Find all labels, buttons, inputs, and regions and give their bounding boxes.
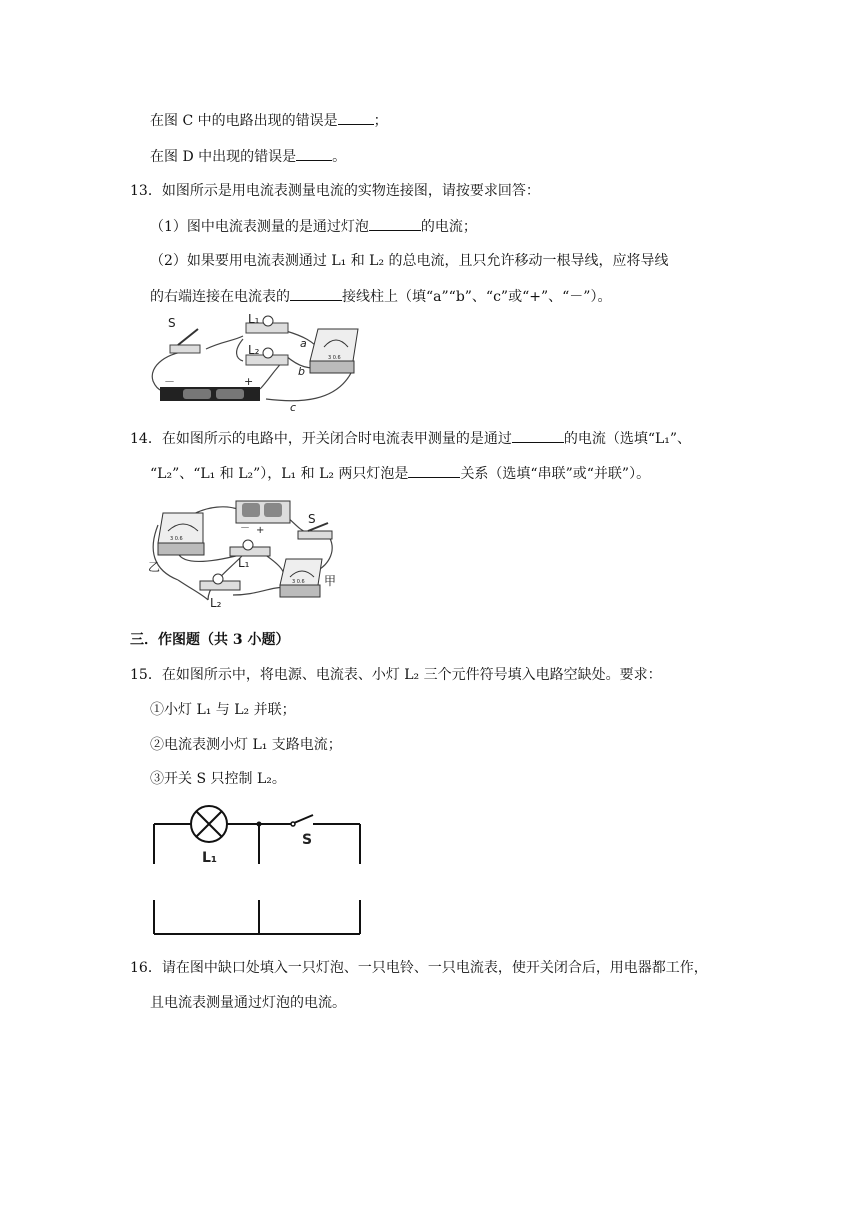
fig14-circuit [148, 495, 348, 615]
answer-blank[interactable] [290, 286, 342, 301]
q14-line1 [130, 428, 691, 449]
fig13-label-b: b [298, 365, 305, 378]
fig15-junction [257, 822, 262, 827]
fig14-label-jia: 甲 [324, 574, 337, 588]
q13-part2-end: 接线柱上（填“a”“b”、“c”或“+”、“－”）。 [342, 289, 612, 305]
fig13-label-l1: L₁ [248, 312, 260, 326]
q14-text1: 14．在如图所示的电路中，开关闭合时电流表甲测量的是通过 [130, 431, 512, 447]
fig14-jia-scale: 3 0.6 [292, 579, 305, 585]
fig13-label-l2: L₂ [248, 343, 260, 357]
fig14-label-l2: L₂ [210, 596, 222, 610]
fig14-label-l1: L₁ [238, 556, 250, 570]
fig14-ammeter-jia [280, 559, 322, 597]
fig13-ammeter [310, 329, 358, 373]
q13-part1-text: （1）图中电流表测量的是通过灯泡 [150, 219, 369, 235]
fig13-ammeter-scale: 3 0.6 [328, 355, 341, 361]
answer-blank[interactable] [512, 428, 564, 443]
fig15-label-l1: L₁ [202, 850, 218, 866]
q13-stem: 13．如图所示是用电流表测量电流的实物连接图，请按要求回答： [130, 183, 540, 199]
fig14-label-plus: + [256, 525, 265, 536]
fig13-circuit [148, 311, 368, 414]
fig14-lamp2 [213, 574, 223, 584]
fig15-label-s: S [302, 832, 313, 848]
q13-part2-text: 的右端连接在电流表的 [150, 289, 290, 305]
answer-blank[interactable] [296, 146, 332, 161]
q16-line2: 且电流表测量通过灯泡的电流。 [150, 995, 346, 1011]
q13-part1 [150, 216, 477, 237]
d-error-punct: 。 [332, 149, 347, 165]
section-title: 三．作图题（共 3 小题） [130, 632, 290, 648]
fig13-label-s: S [168, 316, 176, 330]
q13-part2-line1: （2）如果要用电流表测通过 L₁ 和 L₂ 的总电流，且只允许移动一根导线，应将导线 [150, 253, 669, 269]
fig13-battery [160, 387, 260, 401]
fig14-label-yi: 乙 [148, 560, 161, 574]
c-error-punct: ； [373, 113, 388, 129]
fig14-battery [236, 501, 290, 523]
fig15-switch [291, 815, 313, 826]
q14-text2: 的电流（选填“L₁”、 [563, 431, 692, 447]
fig13-label-c: c [290, 401, 297, 414]
q15-stem: 15．在如图所示中，将电源、电流表、小灯 L₂ 三个元件符号填入电路空缺处。要求： [130, 667, 662, 683]
q14-text3: “L₂”、“L₁ 和 L₂”），L₁ 和 L₂ 两只灯泡是 [150, 466, 409, 482]
fig13-lamp2 [263, 348, 273, 358]
fig13-switch [170, 329, 200, 353]
fig13-lamp1 [263, 316, 273, 326]
q15-req3: ③开关 S 只控制 L₂。 [150, 771, 286, 787]
d-error-line [150, 146, 346, 167]
answer-blank[interactable] [369, 216, 421, 231]
q13-part1-end: 的电流； [420, 219, 477, 235]
q14-line2 [150, 463, 650, 484]
fig13-label-minus: － [164, 375, 175, 388]
q15-req1: ①小灯 L₁ 与 L₂ 并联； [150, 702, 296, 718]
fig14-label-minus: － [240, 523, 250, 534]
fig13-label-a: a [300, 337, 307, 350]
fig14-label-s: S [308, 512, 316, 526]
fig14-lamp1 [243, 540, 253, 550]
answer-blank[interactable] [408, 463, 460, 478]
fig15-lamp-l1 [191, 806, 227, 842]
q13-part2-line2 [150, 286, 611, 307]
fig13-label-plus: + [244, 375, 254, 388]
q16-line1: 16．请在图中缺口处填入一只灯泡、一只电铃、一只电流表，使开关闭合后，用电器都工作， [130, 960, 708, 976]
fig14-yi-scale: 3 0.6 [170, 536, 183, 542]
d-error-text: 在图 D 中出现的错误是 [150, 149, 297, 165]
fig15-circuit [148, 802, 368, 942]
answer-blank[interactable] [338, 110, 374, 125]
q14-text4: 关系（选填“串联”或“并联”）。 [460, 466, 651, 482]
c-error-text: 在图 C 中的电路出现的错误是 [150, 113, 338, 129]
q15-req2: ②电流表测小灯 L₁ 支路电流； [150, 737, 342, 753]
fig14-ammeter-yi [158, 513, 204, 555]
c-error-line [150, 110, 388, 131]
